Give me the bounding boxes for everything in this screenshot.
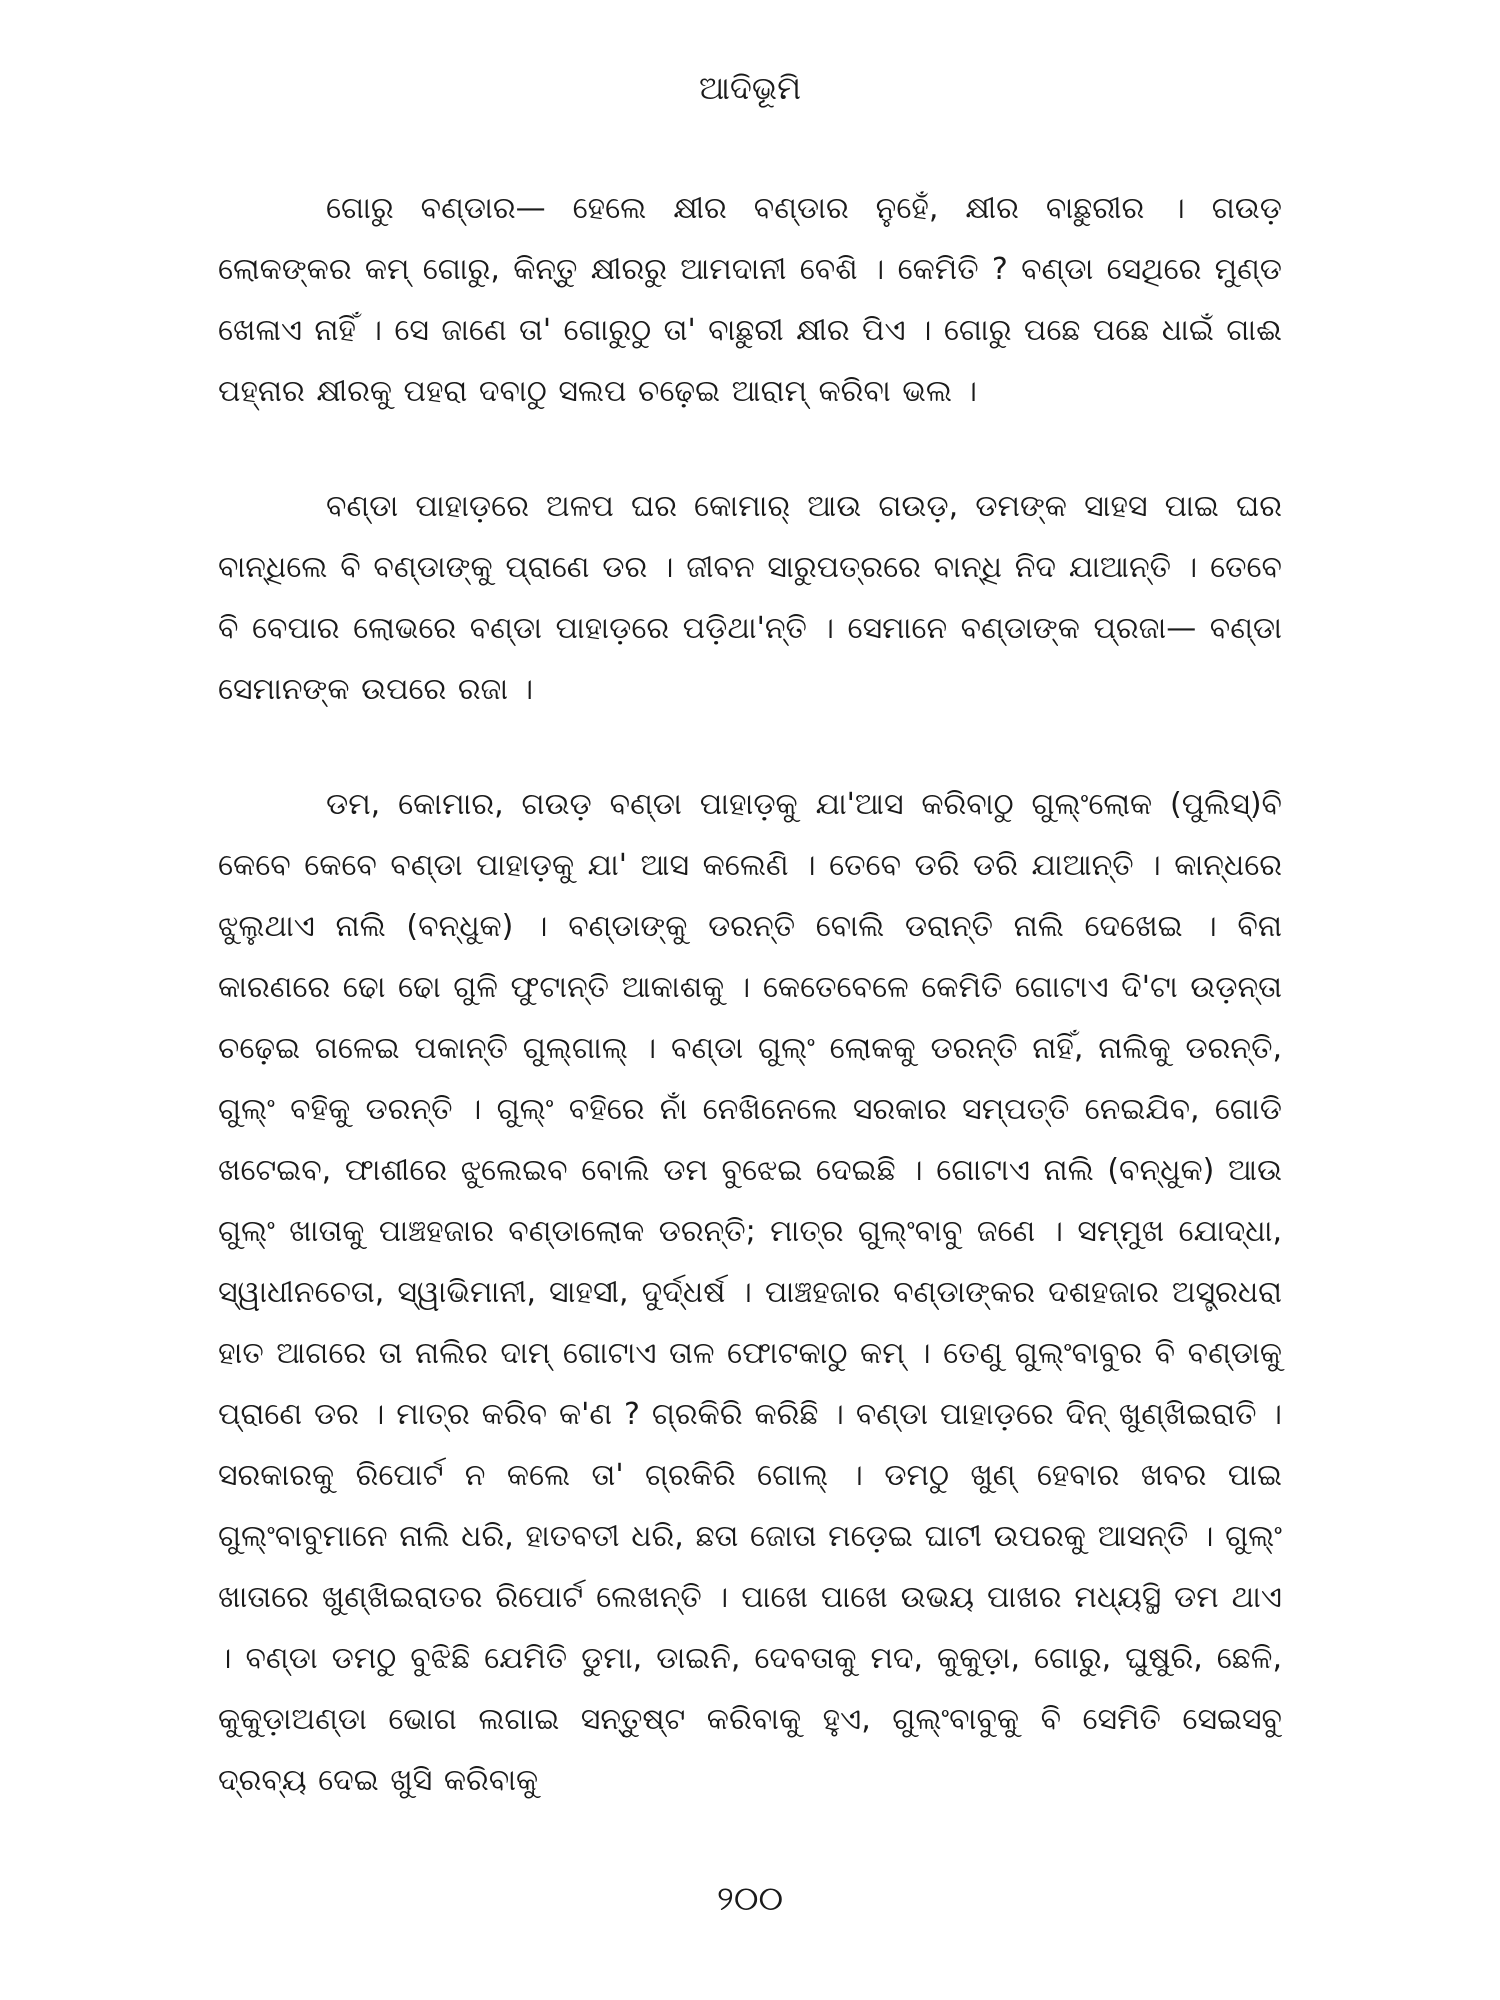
paragraph-3: ଡମ, କୋମାର, ଗଉଡ଼ ବଣ୍ଡା ପାହାଡ଼କୁ ଯା'ଆସ କରିବାଠୁ ଗୁଲ୍‌ଂଲୋକ (ପୁଲିସ୍)ବି କେବେ କେବେ ବଣ୍ଡା ପାହାଡ଼କୁ ଯା' ଆସ କଲେଣି । ତେବେ ଡରି ଡରି ଯାଆନ୍ତି । କାନ୍ଧରେ ଝୁଲୁଥାଏ ନାଲି (ବନ୍ଧୁକ) । ବଣ୍ଡାଙ୍କୁ ଡରନ୍ତି ବୋଲି ଡରାନ୍ତି ନାଲି ଦେଖେଇ । ବିନା କାରଣରେ ଢୋ ଢୋ ଗୁଳି ଫୁଟାନ୍ତି ଆକାଶକୁ । କେତେବେଳେ କେମିତି ଗୋଟାଏ ଦି'ଟା ଉଡ଼ନ୍ତା ଚଢ଼େଇ ଗଳେଇ ପକାନ୍ତି ଗୁଲ୍‌ଗାଲ୍ । ବଣ୍ଡା ଗୁଲ୍‌ଂ ଲୋକକୁ ଡରନ୍ତି ନାହିଁ, ନାଲିକୁ ଡରନ୍ତି, ଗୁଲ୍‌ଂ ବହିକୁ ଡରନ୍ତି । ଗୁଲ୍‌ଂ ବହିରେ ନାଁ ନେଖିନେଲେ ସରକାର ସମ୍ପତ୍ତି ନେଇଯିବ, ଗୋଡି ଖଟେଇବ, ଫାଶୀରେ ଝୁଲେଇବ ବୋଲି ଡମ ବୁଝେଇ ଦେଇଛି । ଗୋଟାଏ ନାଲି (ବନ୍ଧୁକ) ଆଉ ଗୁଲ୍‌ଂ ଖାତାକୁ ପାଞ୍ଚହଜାର ବଣ୍ଡାଲୋକ ଡରନ୍ତି; ମାତ୍ର ଗୁଲ୍‌ଂବାବୁ ଜଣେ । ସମ୍ମୁଖ ଯୋଦ୍ଧା, ସ୍ୱାଧୀନଚେତା, ସ୍ୱାଭିମାନୀ, ସାହସୀ, ଦୁର୍ଦ୍ଧର୍ଷ । ପାଞ୍ଚହଜାର ବଣ୍ଡାଙ୍କର ଦଶହଜାର ଅସ୍ତ୍ରଧରା ହାତ ଆଗରେ ତା ନାଲିର ଦାମ୍ ଗୋଟାଏ ତାଳ ଫୋଟକାଠୁ କମ୍ । ତେଣୁ ଗୁଲ୍‌ଂବାବୁର ବି ବଣ୍ଡାକୁ ପ୍ରାଣେ ଡର । ମାତ୍ର କରିବ କ'ଣ ? ଗ୍ରକିରି କରିଛି । ବଣ୍ଡା ପାହାଡ଼ରେ ଦିନ୍ ଖୁଣ୍‌ଖିଇରାତି । ସରକାରକୁ ରିପୋର୍ଟ ନ କଲେ ତା' ଗ୍ରକିରି ଗୋଲ୍ । ଡମଠୁ ଖୁଣ୍ ହେବାର ଖବର ପାଇ ଗୁଲ୍‌ଂବାବୁମାନେ ନାଲି ଧରି, ହାତବତୀ ଧରି, ଛତା ଜୋତା ମଡ଼େଇ ଘାଟୀ ଉପରକୁ ଆସନ୍ତି । ଗୁଲ୍‌ଂ ଖାତାରେ ଖୁଣ୍‌ଖିଇରାତର ରିପୋର୍ଟ ଲେଖନ୍ତି । ପାଖେ ପାଖେ ଉଭୟ ପାଖର ମଧ୍ୟସ୍ଥି ଡମ ଥାଏ । ବଣ୍ଡା ଡମଠୁ ବୁଝିଛି ଯେମିତି ଡୁମା, ଡାଇନି, ଦେବତାକୁ ମଦ, କୁକୁଡ଼ା, ଗୋରୁ, ଘୁଷୁରି, ଛେଳି, କୁକୁଡ଼ାଅଣ୍ଡା ଭୋଗ ଲଗାଇ ସନ୍ତୁଷ୍ଟ କରିବାକୁ ହୁଏ, ଗୁଲ୍‌ଂବାବୁକୁ ବି ସେମିତି ସେଇସବୁ ଦ୍ରବ୍ୟ ଦେଇ ଖୁସି କରିବାକୁ <box>218 787 1283 1798</box>
running-header-title: ଆଦିଭୂମି <box>698 69 802 107</box>
page-number: ୨୦୦ <box>716 1879 784 1919</box>
body-text <box>218 178 1282 1811</box>
paragraph-1: ଗୋରୁ ବଣ୍ଡାର— ହେଲେ କ୍ଷୀର ବଣ୍ଡାର ନୁହେଁ, କ୍ଷୀର ବାଛୁରୀର । ଗଉଡ଼ ଲୋକଙ୍କର କମ୍ ଗୋରୁ, କିନ୍ତୁ କ୍ଷୀରରୁ ଆମଦାନୀ ବେଶି । କେମିତି ? ବଣ୍ଡା ସେଥିରେ ମୁଣ୍ଡ ଖେଳାଏ ନାହିଁ । ସେ ଜାଣେ ତା' ଗୋରୁଠୁ ତା' ବାଛୁରୀ କ୍ଷୀର ପିଏ । ଗୋରୁ ପଛେ ପଛେ ଧାଇଁ ଗାଈ ପହ୍ନାର କ୍ଷୀରକୁ ପହରା ଦବାଠୁ ସଲପ ଚଢ଼େଇ ଆରାମ୍ କରିବା ଭଲ । <box>218 191 1282 409</box>
paragraph-2: ବଣ୍ଡା ପାହାଡ଼ରେ ଅଳପ ଘର କୋମାର୍ ଆଉ ଗଉଡ଼, ଡମଙ୍କ ସାହସ ପାଇ ଘର ବାନ୍ଧିଲେ ବି ବଣ୍ଡାଙ୍କୁ ପ୍ରାଣେ ଡର । ଜୀବନ ସାରୁପତ୍ରରେ ବାନ୍ଧି ନିଦ ଯାଆନ୍ତି । ତେବେ ବି ବେପାର ଲୋଭରେ ବଣ୍ଡା ପାହାଡ଼ରେ ପଡ଼ିଥା'ନ୍ତି । ସେମାନେ ବଣ୍ଡାଙ୍କ ପ୍ରଜା— ବଣ୍ଡା ସେମାନଙ୍କ ଉପରେ ରଜା । <box>218 489 1282 707</box>
